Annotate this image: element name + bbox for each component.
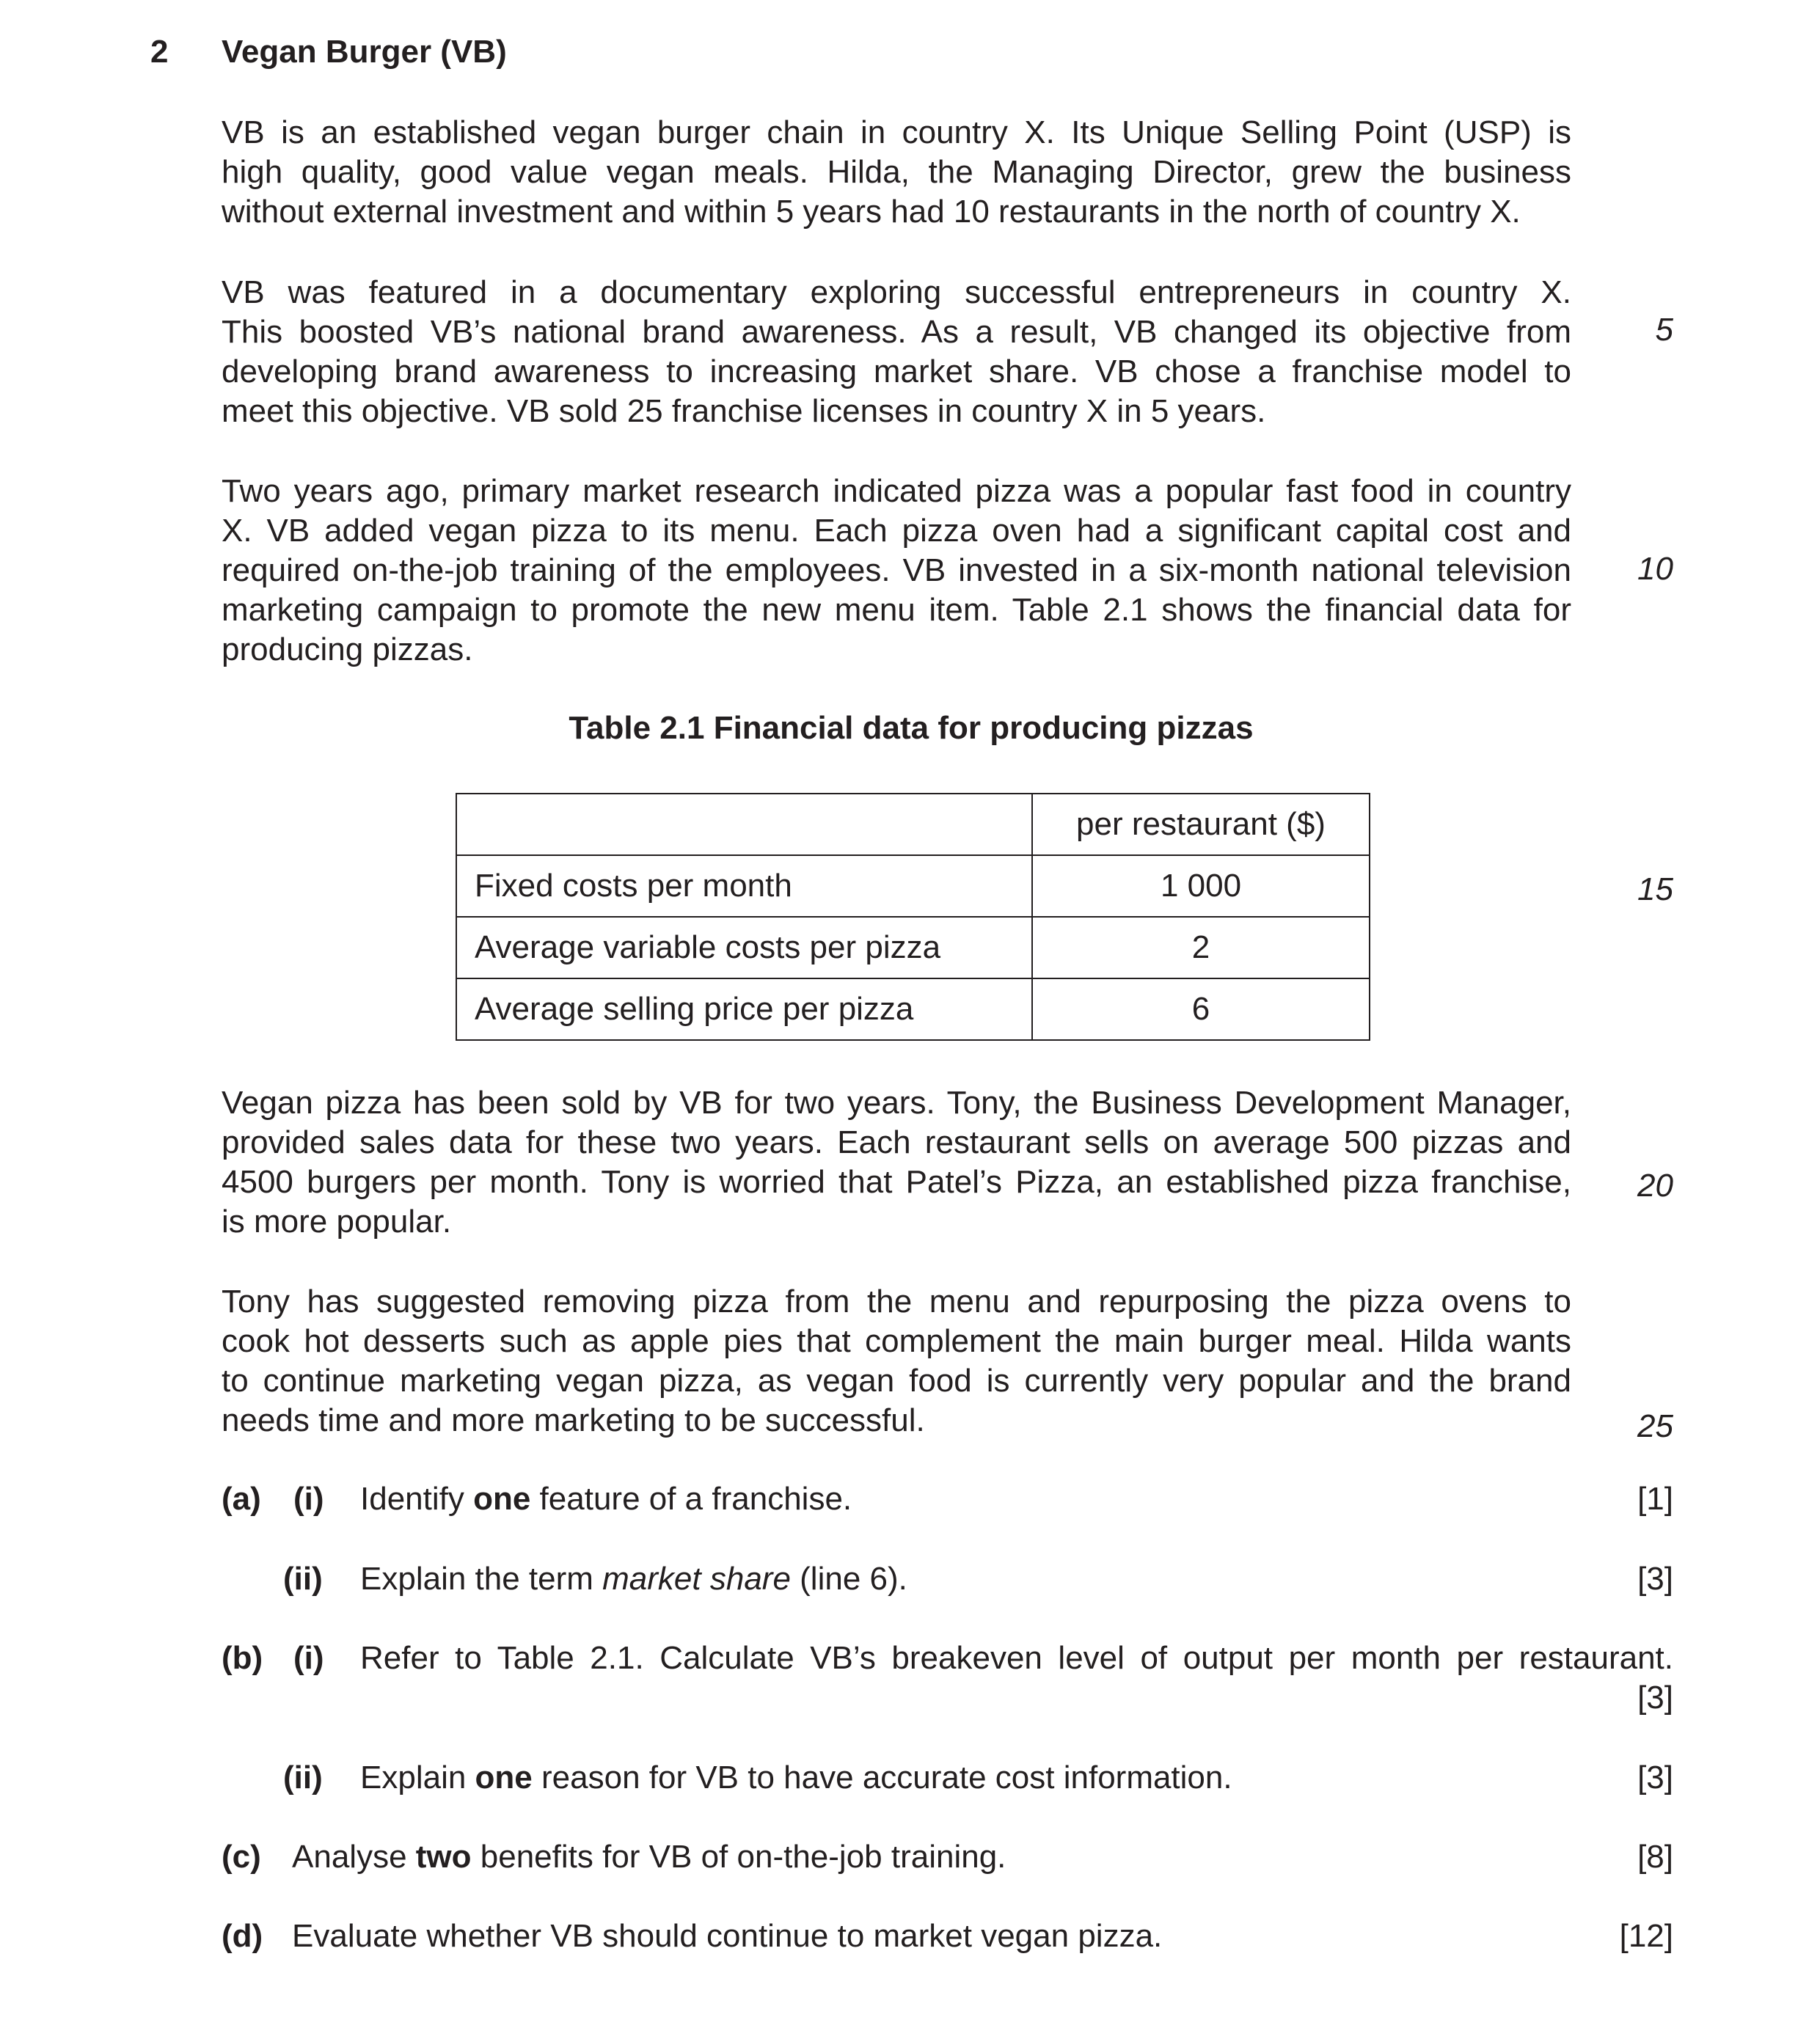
table-cell: Average selling price per pizza [456, 978, 1032, 1040]
text-run-bold: one [473, 1481, 531, 1517]
paragraph-1 [222, 113, 1571, 232]
text-line: high quality, good value vegan meals. Hilda, the Managing Director, grew the business [222, 154, 1571, 190]
line-number: 5 [1655, 312, 1673, 348]
text-line: without external investment and within 5 years had 10 restaurants in the north of country X. [222, 194, 1521, 230]
text-line: VB is an established vegan burger chain in country X. Its Unique Selling Point (USP) is [222, 114, 1571, 150]
text-line: required on-the-job training of the employees. VB invested in a six-month national television [222, 552, 1571, 588]
text-run: benefits for VB of on-the-job training. [471, 1839, 1006, 1875]
text-line: 4500 burgers per month. Tony is worried that Patel’s Pizza, an established pizza franchise, [222, 1164, 1571, 1200]
text-line: Two years ago, primary market research indicated pizza was a popular fast food in country [222, 473, 1571, 509]
part-b-i-label: (i) [293, 1640, 324, 1676]
text-run: feature of a franchise. [530, 1481, 852, 1517]
text-run: Explain [360, 1760, 475, 1795]
text-line: Vegan pizza has been sold by VB for two years. Tony, the Business Development Manager, [222, 1085, 1571, 1121]
part-b-ii-marks: [3] [1637, 1760, 1673, 1795]
table-header-cell [456, 794, 1032, 855]
part-b-ii-label: (ii) [283, 1760, 323, 1795]
text-line: needs time and more marketing to be successful. [222, 1402, 925, 1438]
part-a-i-marks: [1] [1637, 1481, 1673, 1517]
table-caption: Table 2.1 Financial data for producing pizzas [569, 710, 1254, 746]
text-line: is more popular. [222, 1204, 452, 1240]
part-a-ii-label: (ii) [283, 1561, 323, 1597]
part-b-label: (b) [222, 1640, 263, 1676]
paragraph-4 [222, 1083, 1571, 1242]
text-line: to continue marketing vegan pizza, as vegan food is currently very popular and the brand [222, 1363, 1571, 1399]
table-header-row [456, 794, 1370, 855]
paragraph-2 [222, 273, 1571, 431]
table-row [456, 917, 1370, 978]
part-c-label: (c) [222, 1839, 261, 1875]
part-d-label: (d) [222, 1918, 263, 1954]
text-run: (line 6). [790, 1561, 907, 1597]
part-b-i-text: Refer to Table 2.1. Calculate VB’s breakeven level of output per month per restaurant. [360, 1640, 1673, 1676]
part-a-i-label: (i) [293, 1481, 324, 1517]
text-line: Tony has suggested removing pizza from the menu and repurposing the pizza ovens to [222, 1284, 1571, 1319]
part-b-i-marks: [3] [1637, 1680, 1673, 1716]
text-line: X. VB added vegan pizza to its menu. Each pizza oven had a significant capital cost and [222, 513, 1571, 549]
text-line: meet this objective. VB sold 25 franchise licenses in country X in 5 years. [222, 393, 1266, 429]
part-d-text: Evaluate whether VB should continue to market vegan pizza. [292, 1918, 1163, 1954]
table-cell: 2 [1032, 917, 1370, 978]
text-line: producing pizzas. [222, 632, 473, 667]
table-row [456, 855, 1370, 917]
part-a-i-text [360, 1481, 852, 1518]
text-line: provided sales data for these two years. Each restaurant sells on average 500 pizzas and [222, 1124, 1571, 1160]
paragraph-3 [222, 472, 1571, 670]
part-c-text [292, 1839, 1006, 1875]
text-run: Explain the term [360, 1561, 603, 1597]
text-run-bold: two [415, 1839, 472, 1875]
text-run: reason for VB to have accurate cost information. [532, 1760, 1232, 1795]
table-row [456, 978, 1370, 1040]
part-a-ii-text [360, 1561, 907, 1597]
table-cell: 6 [1032, 978, 1370, 1040]
text-line: This boosted VB’s national brand awareness. As a result, VB changed its objective from [222, 314, 1571, 350]
table-cell: 1 000 [1032, 855, 1370, 917]
table-header-cell: per restaurant ($) [1032, 794, 1370, 855]
part-a-ii-marks: [3] [1637, 1561, 1673, 1597]
text-run: Analyse [292, 1839, 416, 1875]
line-number: 20 [1637, 1168, 1673, 1204]
text-line: VB was featured in a documentary exploring successful entrepreneurs in country X. [222, 274, 1571, 310]
line-number: 25 [1637, 1408, 1673, 1444]
part-c-marks: [8] [1637, 1839, 1673, 1875]
paragraph-5 [222, 1282, 1571, 1441]
line-number: 15 [1637, 871, 1673, 907]
part-d-marks: [12] [1619, 1918, 1673, 1954]
line-number: 10 [1637, 551, 1673, 587]
part-a-label: (a) [222, 1481, 261, 1517]
text-run-bold: one [475, 1760, 533, 1795]
question-title: Vegan Burger (VB) [222, 34, 507, 70]
text-line: developing brand awareness to increasing market share. VB chose a franchise model to [222, 354, 1571, 389]
text-line: marketing campaign to promote the new menu item. Table 2.1 shows the financial data for [222, 592, 1571, 628]
part-b-ii-text [360, 1760, 1232, 1796]
text-line: cook hot desserts such as apple pies that complement the main burger meal. Hilda wants [222, 1323, 1571, 1359]
table-cell: Average variable costs per pizza [456, 917, 1032, 978]
question-number: 2 [150, 34, 169, 70]
text-run-italic: market share [602, 1561, 791, 1597]
table-cell: Fixed costs per month [456, 855, 1032, 917]
text-run: Identify [360, 1481, 474, 1517]
financial-data-table [456, 793, 1370, 1041]
